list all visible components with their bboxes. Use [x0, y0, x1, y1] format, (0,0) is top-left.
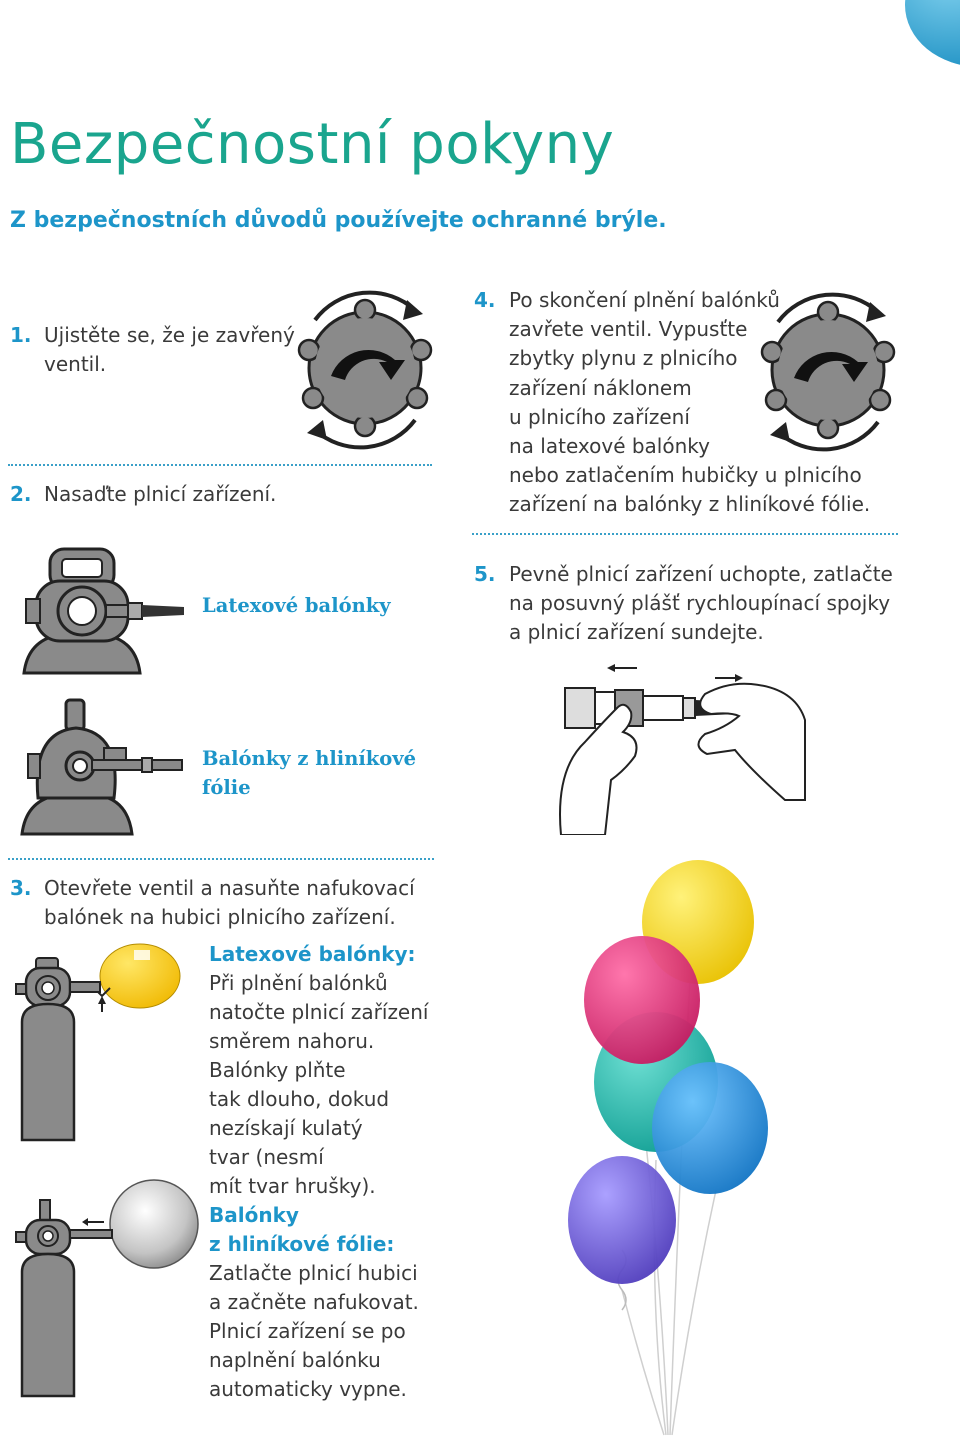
valve-knob-close-image: [758, 292, 898, 452]
page-title: Bezpečnostní pokyny: [10, 112, 615, 177]
foil-regulator-image: [18, 698, 198, 843]
step-3-number: 3.: [10, 876, 32, 900]
step-4-number: 4.: [474, 288, 496, 312]
divider-right: [472, 533, 898, 535]
step-3-text: Otevřete ventil a nasuňte nafukovací balónek na hubici plnicího zařízení.: [44, 876, 415, 930]
foil-cylinder-image: [12, 1176, 202, 1401]
latex-regulator-image: [18, 545, 198, 685]
step-4-text: Po skončení plnění balónků zavřete ventil. Vypusťte zbytky plynu z plnicího zařízení náklonem u plnicího zařízení na latexové balónky nebo zatlačením hubičky u plnicího zařízení na balónky z hliníkové fólie.: [509, 288, 871, 517]
latex-cylinder-image: [12, 940, 202, 1150]
foil-instructions-heading: Balónky: [209, 1203, 299, 1227]
corner-balloon-image: [880, 0, 960, 70]
inflation-instructions: Latexové balónky: Při plnění balónků natočte plnicí zařízení směrem nahoru. Balónky plňte tak dlouho, dokud nezískají kulatý tvar (nesmí mít tvar hrušky). Balónky z hliníkové fólie: Zatlačte plnicí hubici a začněte nafukovat. Plnicí zařízení se po naplnění balónku automaticky vypne.: [209, 942, 429, 1401]
hands-coupling-image: [555, 660, 815, 835]
latex-instructions-heading: Latexové balónky:: [209, 942, 416, 966]
balloon-bunch-image: [560, 860, 785, 1440]
latex-balloons-label: Latexové balónky: [202, 594, 391, 617]
page-subtitle: Z bezpečnostních důvodů používejte ochranné brýle.: [10, 208, 667, 233]
step-2-text: Nasaďte plnicí zařízení.: [44, 482, 277, 506]
step-2-number: 2.: [10, 482, 32, 506]
step-1-number: 1.: [10, 323, 32, 347]
divider-left-1: [8, 464, 432, 466]
divider-left-2: [8, 858, 434, 860]
step-5-number: 5.: [474, 562, 496, 586]
foil-balloons-label: Balónky z hliníkové fólie: [202, 747, 417, 799]
step-5-text: Pevně plnicí zařízení uchopte, zatlačte na posuvný plášť rychloupínací spojky a plnicí zařízení sundejte.: [509, 562, 893, 645]
step-1-text: Ujistěte se, že je zavřený ventil.: [44, 323, 295, 377]
valve-knob-image: [295, 290, 435, 450]
